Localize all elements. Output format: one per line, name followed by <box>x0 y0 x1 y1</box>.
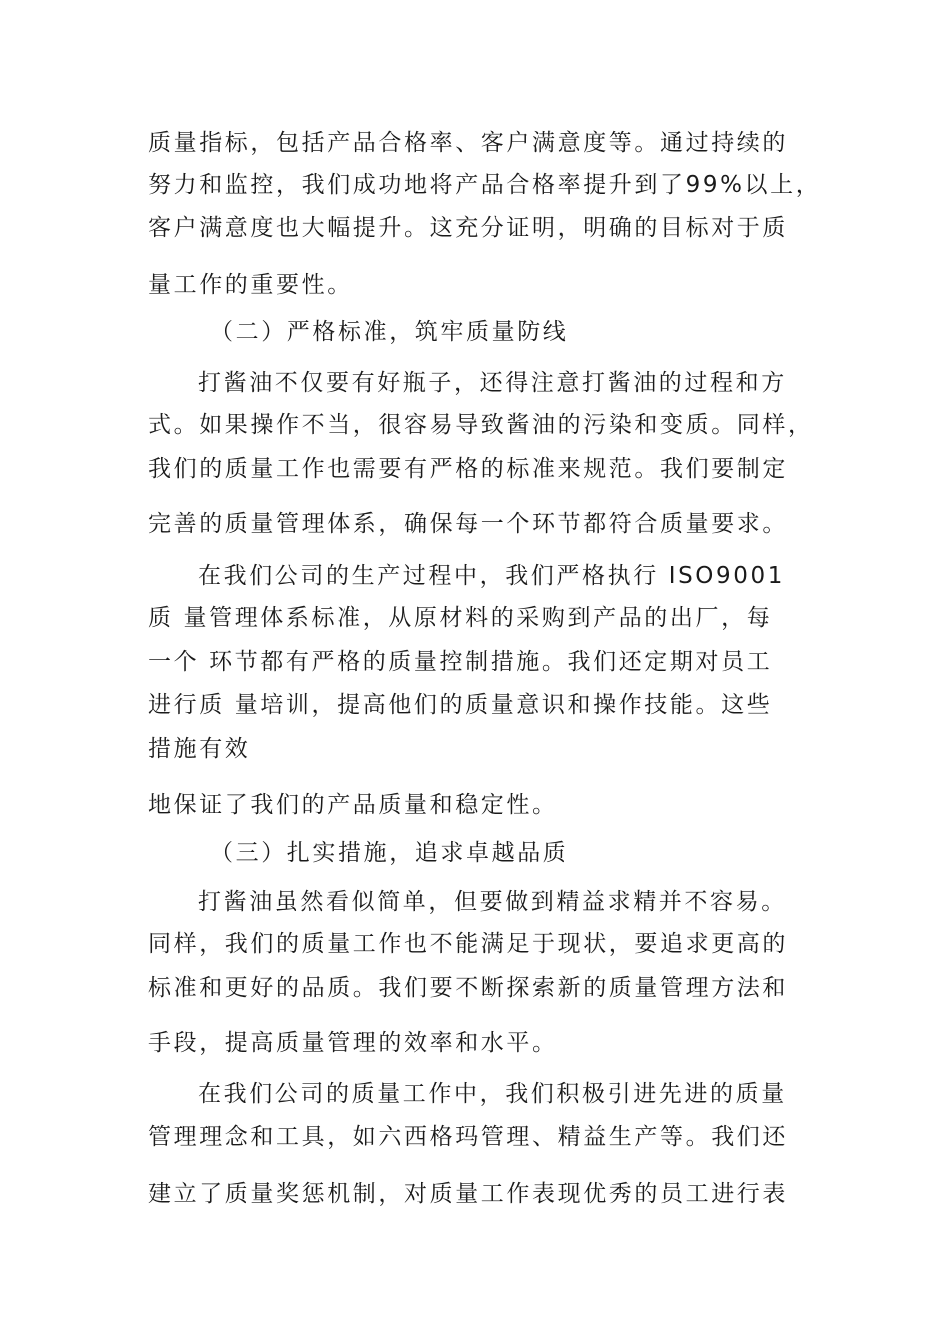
paragraph-line: 客户满意度也大幅提升。这充分证明，明确的目标对于质 <box>148 215 788 241</box>
paragraph-line: 同样，我们的质量工作也不能满足于现状，要追求更高的 <box>148 931 788 957</box>
paragraph-line: 努力和监控，我们成功地将产品合格率提升到了99%以上， <box>148 172 822 198</box>
paragraph-line: 措施有效 <box>148 736 251 762</box>
paragraph-line: 管理理念和工具，如六西格玛管理、精益生产等。我们还 <box>148 1124 788 1150</box>
paragraph-line: 手段，提高质量管理的效率和水平。 <box>148 1030 558 1056</box>
paragraph-line: 在我们公司的生产过程中，我们严格执行 ISO9001 <box>198 563 785 589</box>
paragraph-line: 建立了质量奖惩机制，对质量工作表现优秀的员工进行表 <box>148 1181 788 1207</box>
section-heading: （三）扎实措施，追求卓越品质 <box>210 840 569 866</box>
paragraph-line: 完善的质量管理体系，确保每一个环节都符合质量要求。 <box>148 511 788 537</box>
paragraph-line: 打酱油虽然看似简单，但要做到精益求精并不容易。 <box>198 889 787 915</box>
paragraph-line: 量工作的重要性。 <box>148 272 353 298</box>
paragraph-line: 地保证了我们的产品质量和稳定性。 <box>148 792 558 818</box>
paragraph-line: 标准和更好的品质。我们要不断探索新的质量管理方法和 <box>148 975 788 1001</box>
paragraph-line: 质量指标，包括产品合格率、客户满意度等。通过持续的 <box>148 130 788 156</box>
section-heading: （二）严格标准，筑牢质量防线 <box>210 319 569 345</box>
paragraph-line: 我们的质量工作也需要有严格的标准来规范。我们要制定 <box>148 456 788 482</box>
paragraph-line: 式。如果操作不当，很容易导致酱油的污染和变质。同样， <box>148 412 814 438</box>
paragraph-line: 质 量管理体系标准，从原材料的采购到产品的出厂，每 <box>148 605 773 631</box>
paragraph-line: 在我们公司的质量工作中，我们积极引进先进的质量 <box>198 1081 787 1107</box>
paragraph-line: 进行质 量培训，提高他们的质量意识和操作技能。这些 <box>148 692 773 718</box>
paragraph-line: 打酱油不仅要有好瓶子，还得注意打酱油的过程和方 <box>198 370 787 396</box>
paragraph-line: 一个 环节都有严格的质量控制措施。我们还定期对员工 <box>148 649 773 675</box>
